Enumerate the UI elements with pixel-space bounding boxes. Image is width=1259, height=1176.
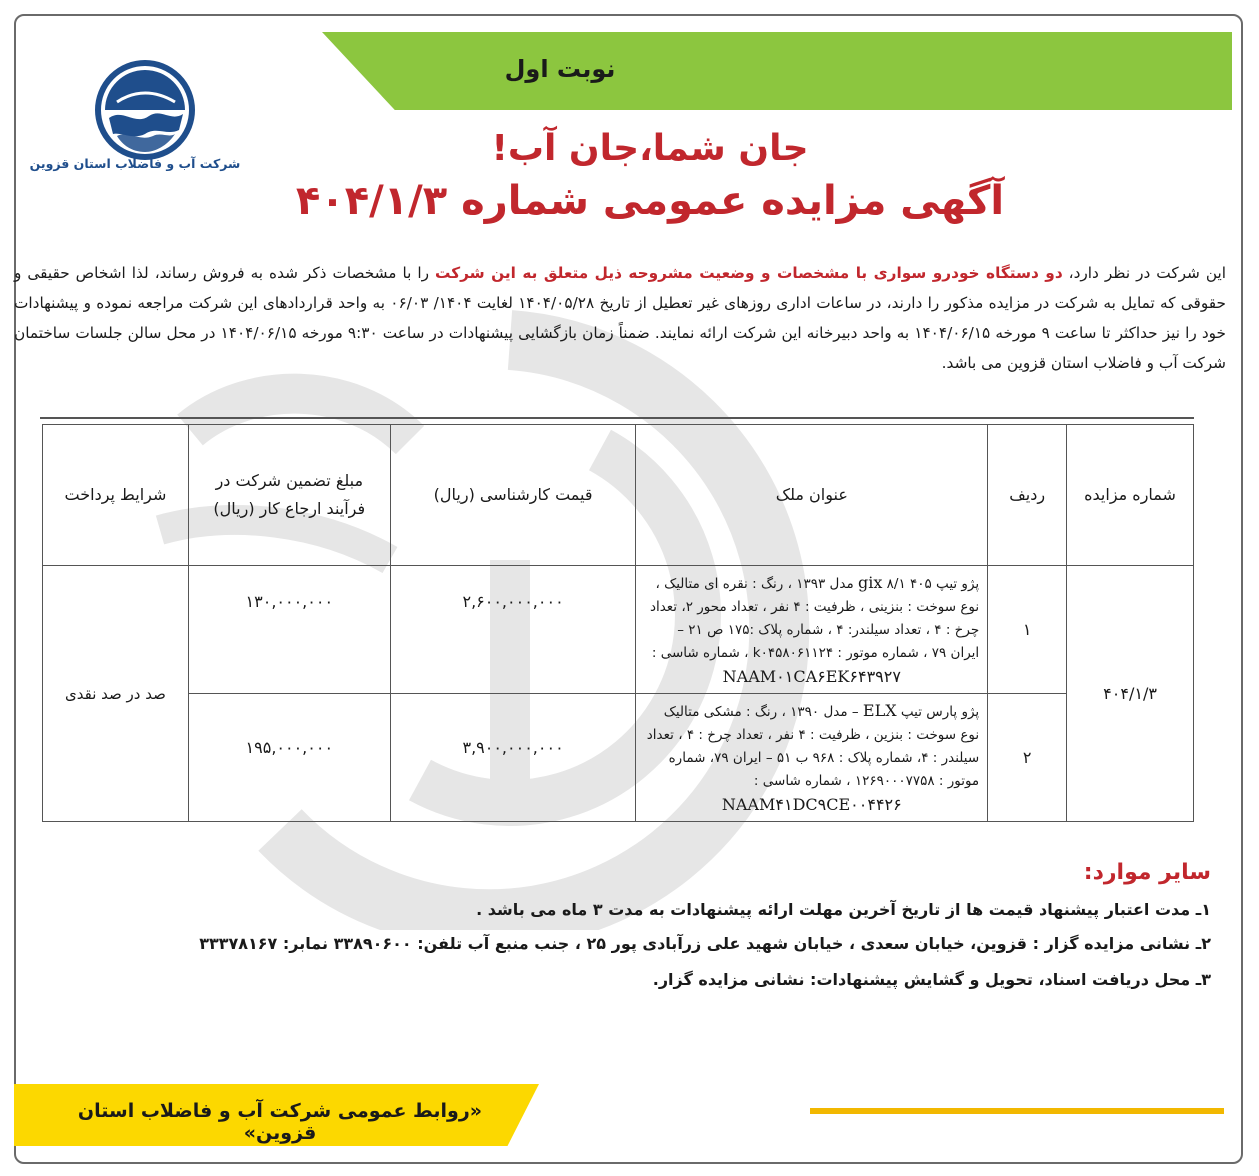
row-number-cell: ۲ [988, 694, 1067, 822]
divider [40, 417, 1194, 419]
payment-terms-cell: صد در صد نقدی [43, 566, 189, 822]
row-number-cell: ۱ [988, 566, 1067, 694]
other-item-3: ۳ـ محل دریافت اسناد، تحویل و گشایش پیشنهادات: نشانی مزایده گزار. [652, 970, 1211, 989]
table-row [43, 566, 1194, 694]
table-header-row [43, 425, 1194, 566]
intro-part1: این شرکت در نظر دارد، [1062, 264, 1227, 282]
intro-part2: را با مشخصات ذکر شده به فروش رساند، لذا اشخاص حقیقی و حقوقی که تمایل به شرکت در مزایده مذکور را دارند، در ساعات اداری روزهای غیر تعطیل از تاریخ ۱۴۰۴/۰۵/۲۸ لغایت ۱۴۰۴/ ۰۶/۰۳ به واحد قراردادهای این شرکت مراجعه نموده و پیشنهادات خود را نیز حداکثر تا ساعت ۹ مورخه ۱۴۰۴/۰۶/۱۵ به واحد دبیرخانه این شرکت ارائه نمایند. ضمناً زمان بازگشایی پیشنهادات در ساعت ۹:۳۰ مورخه ۱۴۰۴/۰۶/۱۵ در محل سالن جلسات ساختمان شرکت آب و فاضلاب استان قزوین می باشد. [14, 264, 1226, 372]
other-item-1: ۱ـ مدت اعتبار پیشنهاد قیمت ها از تاریخ آخرین مهلت ارائه پیشنهادات به مدت ۳ ماه می باشد . [476, 900, 1211, 919]
logo-caption: شرکت آب و فاضلاب استان قزوین [29, 156, 241, 171]
announcement-title: آگهی مزایده عمومی شماره ۴۰۴/۱/۳ [295, 178, 1005, 224]
other-items-title: سایر موارد: [1083, 860, 1211, 885]
vehicle-desc-a: پژو تیپ [931, 576, 980, 592]
intro-highlight: دو دستگاه خودرو سواری با مشخصات و وضعیت مشروحه ذیل متعلق به این شرکت [435, 264, 1063, 282]
vehicle-desc-b: ۸/۱ ۴۰۵ مدل ۱۳۹۳ ، رنگ : نقره ای متالیک ، نوع سوخت : بنزینی ، ظرفیت : ۴ نفر ، تعداد محور ۲، تعداد چرخ : ۴ ، تعداد سیلندر: ۴ ، شماره پلاک :۱۷۵ ص ۲۱ – ایران ۷۹ ، شماره موتور : k۰۴۵۸۰۶۱۱۲۴ ، شماره شاسی : [649, 576, 980, 661]
other-item-2: ۲ـ نشانی مزایده گزار : قزوین، خیابان سعدی ، خیابان شهید علی زرآبادی پور ۲۵ ، جنب منبع آب تلفن: ۳۳۸۹۰۶۰۰ نمابر: ۳۳۳۷۸۱۶۷ [199, 934, 1211, 953]
header-green-band [322, 32, 1232, 110]
footer-line [810, 1108, 1224, 1114]
guarantee-cell: ۱۹۵,۰۰۰,۰۰۰ [188, 694, 390, 822]
vehicle-desc-latin: ELX [862, 701, 897, 720]
guarantee-cell: ۱۳۰,۰۰۰,۰۰۰ [188, 566, 390, 694]
round-label: نوبت اول [504, 55, 616, 83]
header-row: ردیف [988, 425, 1067, 566]
header-title: عنوان ملک [636, 425, 988, 566]
header-guarantee: مبلغ تضمین شرکت در فرآیند ارجاع کار (ریال) [188, 425, 390, 566]
intro-paragraph [14, 258, 1226, 378]
company-logo-icon [95, 60, 195, 160]
expert-price-cell: ۳,۹۰۰,۰۰۰,۰۰۰ [390, 694, 636, 822]
vehicle-desc-latin: gix [857, 573, 883, 592]
expert-price-cell: ۲,۶۰۰,۰۰۰,۰۰۰ [390, 566, 636, 694]
vehicle-desc-b: – مدل ۱۳۹۰ ، رنگ : مشکی متالیک نوع سوخت : بنزین ، ظرفیت : ۴ نفر ، تعداد چرخ : ۴ ، تعداد سیلندر : ۴، شماره پلاک : ۹۶۸ ب ۵۱ – ایران ۷۹، شماره موتور : ۱۲۶۹۰۰۰۷۷۵۸ ، شماره شاسی : [646, 704, 980, 789]
footer-public-relations: «روابط عمومی شرکت آب و فاضلاب استان قزوین» [77, 1100, 483, 1144]
vehicle-description-cell [636, 694, 988, 822]
header-auction-no: شماره مزایده [1067, 425, 1194, 566]
vehicle-chassis: NAAM۴۱DC۹CE۰۰۴۴۲۶ [721, 795, 902, 814]
header-payment: شرایط پرداخت [43, 425, 189, 566]
vehicle-description-cell [636, 566, 988, 694]
vehicle-desc-a: پژو پارس تیپ [896, 704, 980, 720]
vehicle-chassis: NAAM۰۱CA۶EK۶۴۳۹۲۷ [722, 667, 901, 686]
slogan: جان شما،جان آب! [491, 128, 809, 169]
auction-number-cell: ۴۰۴/۱/۳ [1067, 566, 1194, 822]
auction-table [42, 424, 1194, 822]
header-expert-price: قیمت کارشناسی (ریال) [390, 425, 636, 566]
table-row [43, 694, 1194, 822]
